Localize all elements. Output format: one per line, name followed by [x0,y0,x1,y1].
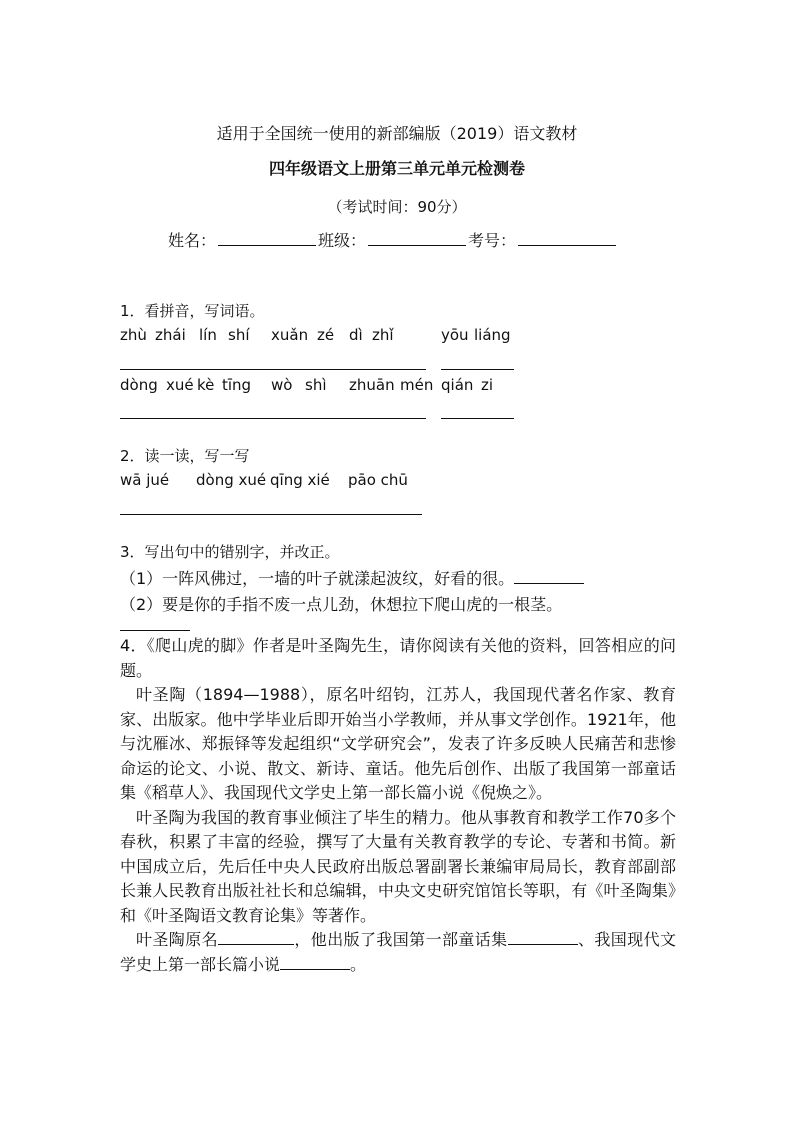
q2-answer-line[interactable] [120,514,422,515]
pinyin-syllable: wò [271,376,293,394]
pinyin-syllable: zhù [120,326,147,344]
pinyin-syllable: mén [400,376,434,394]
exam-time: （考试时间：90分） [327,198,467,216]
q4-fill-text-c: 、我国现代文学史上第一部长篇小说 [120,930,676,974]
q3-sentence-1-text: （1）一阵风佛过，一墙的叶子就漾起波纹，好看的很。 [120,569,515,588]
pinyin-syllable: shí [228,326,250,344]
pinyin-syllable: dì [349,326,363,344]
pinyin-syllable: shì [305,376,327,394]
name-field [168,228,316,251]
pinyin-word: qīng xié [270,471,330,489]
q4-passage-paragraph-1: 叶圣陶（1894—1988），原名叶绍钧，江苏人，我国现代著名作家、教育家、出版家。他中学毕业后即开始当小学教师，并从事文学创作。1921年，他与沈雁冰、郑振铎等发起组织“文学研究会”，发表了许多反映人民痛苦和悲惨命运的论文、小说、散文、新诗、童话。他先后创作、出版了我国第一部童话集《稻草人》、我国现代文学史上第一部长篇小说《倪焕之》。 [120,685,676,802]
q4-fill-text-d: 。 [350,954,367,974]
pinyin-syllable: zi [481,376,494,394]
pinyin-word: wā jué [120,471,170,489]
name-label: 姓名： [168,231,217,250]
pinyin-syllable: tīng [222,376,252,394]
q3-sentence-2: （2）要是你的手指不废一点儿劲，休想拉下爬山虎的一根茎。 [120,595,563,614]
id-field [468,228,616,251]
pinyin-syllable: zé [317,326,335,344]
pinyin-syllable: yōu [441,326,469,344]
q3-title: 3．写出句中的错别字，并改正。 [120,543,340,561]
pinyin-syllable: xuǎn [271,326,309,344]
pinyin-syllable: zhái [155,326,186,344]
id-label: 考号： [468,231,517,250]
q4-blank-original-name[interactable] [218,930,294,945]
pinyin-syllable: zhǐ [372,326,394,344]
class-label: 班级： [318,231,367,250]
q3-answer-blank-2[interactable] [120,630,190,631]
id-blank[interactable] [518,229,616,246]
q3-answer-blank-1[interactable] [514,569,584,584]
q1-answer-line-1a[interactable] [120,369,426,370]
q4-passage-paragraph-2: 叶圣陶为我国的教育事业倾注了毕生的精力。他从事教育和教学工作70多个春秋，积累了丰富的经验，撰写了大量有关教育教学的专论、专著和书简。新中国成立后，先后任中央人民政府出版总署副署长兼编审局局长，教育部副部长兼人民教育出版社社长和总编辑，中央文史研究馆馆长等职，有《叶圣陶集》和《叶圣陶语文教育论集》等著作。 [120,807,676,925]
pinyin-syllable: zhuān [349,376,395,394]
q4-title: 4．《爬山虎的脚》作者是叶圣陶先生，请你阅读有关他的资料，回答相应的问题。 [120,636,676,680]
pinyin-syllable: xué [166,376,194,394]
pinyin-syllable: kè [197,376,215,394]
q3-sentence-1 [120,566,584,589]
q4-fill-text-a: 叶圣陶原名 [136,930,218,949]
pinyin-word: pāo chū [348,471,408,489]
q2-title: 2．读一读，写一写 [120,447,250,465]
student-info-row [168,228,616,251]
pinyin-syllable: dòng [120,376,158,394]
pinyin-syllable: qián [441,376,474,394]
name-blank[interactable] [218,229,316,246]
subtitle: 适用于全国统一使用的新部编版（2019）语文教材 [216,124,578,143]
page-title: 四年级语文上册第三单元单元检测卷 [268,159,525,178]
q4-fill-in-question [120,928,676,977]
q4-section [120,634,676,977]
class-field [318,228,466,251]
pinyin-syllable: lín [199,326,217,344]
q1-answer-line-2a[interactable] [120,418,426,419]
q4-fill-text-b: ，他出版了我国第一部童话集 [294,930,508,949]
q1-answer-line-1b[interactable] [441,369,514,370]
q4-blank-novel[interactable] [280,955,350,970]
q1-title: 1．看拼音，写词语。 [120,302,265,320]
class-blank[interactable] [368,229,466,246]
pinyin-syllable: liáng [474,326,511,344]
q1-answer-line-2b[interactable] [441,418,514,419]
pinyin-word: dòng xué [196,471,267,489]
q4-blank-fairy-tale[interactable] [508,930,578,945]
